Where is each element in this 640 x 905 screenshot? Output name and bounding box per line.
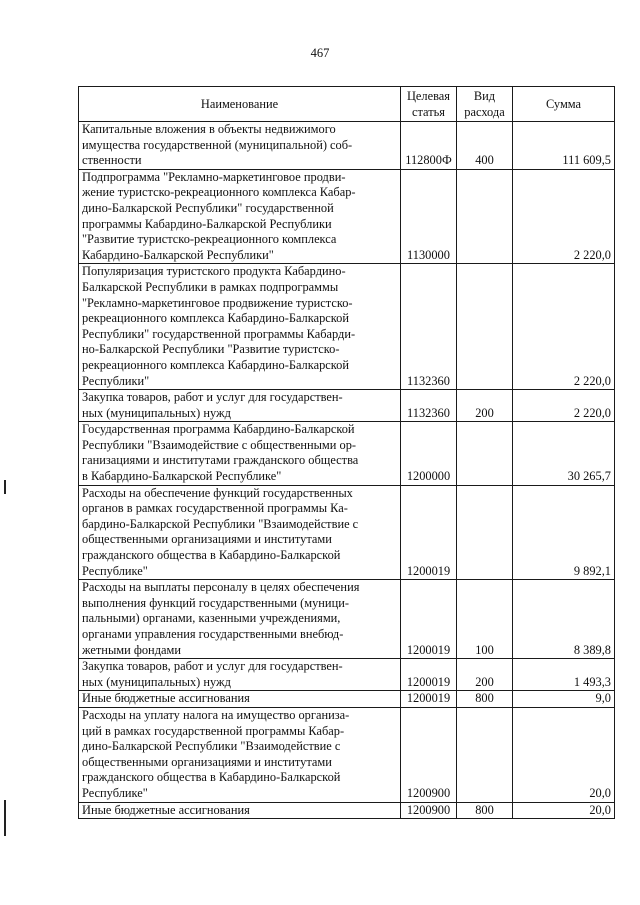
table-row [79, 390, 615, 422]
margin-mark [4, 480, 6, 494]
expense-kind-cell: 100 [457, 580, 513, 659]
target-article-cell: 1200900 [401, 802, 457, 819]
name-cell: Капитальные вложения в объекты недвижимого имущества государственной (муниципальной) соб- ственности [79, 122, 401, 170]
name-cell: Популяризация туристского продукта Кабардино- Балкарской Республики в рамках подпрограммы "Рекламно-маркетинговое продвижение туристско- рекреационного комплекса Кабардино-Балкарской Республики" государственной программы Кабарди- но-Балкарской Республики "Развитие туристско- рекреационного комплекса Кабардино-Балкарской Республики" [79, 264, 401, 390]
header-sum: Сумма [513, 87, 615, 122]
target-article-cell: 1132360 [401, 390, 457, 422]
name-cell: Расходы на выплаты персоналу в целях обеспечения выполнения функций государственными (муници- пальными) органами, казенными учреждениями, органами управления государственными внебюд- жетными фондами [79, 580, 401, 659]
name-cell: Закупка товаров, работ и услуг для государствен- ных (муниципальных) нужд [79, 390, 401, 422]
table-row [79, 264, 615, 390]
table-row [79, 422, 615, 485]
sum-cell: 2 220,0 [513, 390, 615, 422]
table-header-row [79, 87, 615, 122]
expense-kind-cell [457, 422, 513, 485]
sum-cell: 30 265,7 [513, 422, 615, 485]
header-name: Наименование [79, 87, 401, 122]
header-expense-kind: Вид расхода [457, 87, 513, 122]
expense-kind-cell: 400 [457, 122, 513, 170]
expense-kind-cell: 800 [457, 691, 513, 708]
name-cell: Государственная программа Кабардино-Балкарской Республики "Взаимодействие с общественными ор- ганизациями и институтами гражданского общества в Кабардино-Балкарской Республике" [79, 422, 401, 485]
sum-cell: 111 609,5 [513, 122, 615, 170]
expense-kind-cell: 800 [457, 802, 513, 819]
target-article-cell: 1200019 [401, 485, 457, 580]
sum-cell: 20,0 [513, 707, 615, 802]
name-cell: Расходы на обеспечение функций государственных органов в рамках государственной программы Ка- бардино-Балкарской Республики "Взаимодействие с общественными организациями и институтами гражданского общества в Кабардино-Балкарской Республике" [79, 485, 401, 580]
table-row [79, 122, 615, 170]
page-number: 467 [310, 46, 330, 60]
target-article-cell: 1200900 [401, 707, 457, 802]
name-cell: Закупка товаров, работ и услуг для государствен- ных (муниципальных) нужд [79, 659, 401, 691]
expense-kind-cell [457, 264, 513, 390]
table-row [79, 802, 615, 819]
table-body [79, 122, 615, 819]
target-article-cell: 1200019 [401, 691, 457, 708]
sum-cell: 8 389,8 [513, 580, 615, 659]
target-article-cell: 1200000 [401, 422, 457, 485]
table-row [79, 485, 615, 580]
table-row [79, 580, 615, 659]
name-cell: Расходы на уплату налога на имущество организа- ций в рамках государственной программы Кабар- дино-Балкарской Республики "Взаимодействие с общественными организациями и институтами гражданского общества в Кабардино-Балкарской Республике" [79, 707, 401, 802]
expense-kind-cell: 200 [457, 390, 513, 422]
target-article-cell: 1132360 [401, 264, 457, 390]
table-row [79, 659, 615, 691]
name-cell: Иные бюджетные ассигнования [79, 802, 401, 819]
name-cell: Подпрограмма "Рекламно-маркетинговое продви- жение туристско-рекреационного комплекса Кабар- дино-Балкарской Республики" государственной программы Кабардино-Балкарской Республики "Развитие туристско-рекреационного комплекса Кабардино-Балкарской Республики" [79, 169, 401, 264]
sum-cell: 9,0 [513, 691, 615, 708]
table-row [79, 707, 615, 802]
expense-kind-cell [457, 485, 513, 580]
sum-cell: 2 220,0 [513, 264, 615, 390]
header-target-article: Целевая статья [401, 87, 457, 122]
expense-kind-cell [457, 707, 513, 802]
margin-mark [4, 800, 6, 836]
budget-table [78, 86, 615, 819]
target-article-cell: 1130000 [401, 169, 457, 264]
name-cell: Иные бюджетные ассигнования [79, 691, 401, 708]
sum-cell: 20,0 [513, 802, 615, 819]
sum-cell: 1 493,3 [513, 659, 615, 691]
target-article-cell: 1200019 [401, 580, 457, 659]
table-row [79, 691, 615, 708]
target-article-cell: 1200019 [401, 659, 457, 691]
target-article-cell: 112800Ф [401, 122, 457, 170]
expense-kind-cell: 200 [457, 659, 513, 691]
table-row [79, 169, 615, 264]
expense-kind-cell [457, 169, 513, 264]
sum-cell: 2 220,0 [513, 169, 615, 264]
sum-cell: 9 892,1 [513, 485, 615, 580]
